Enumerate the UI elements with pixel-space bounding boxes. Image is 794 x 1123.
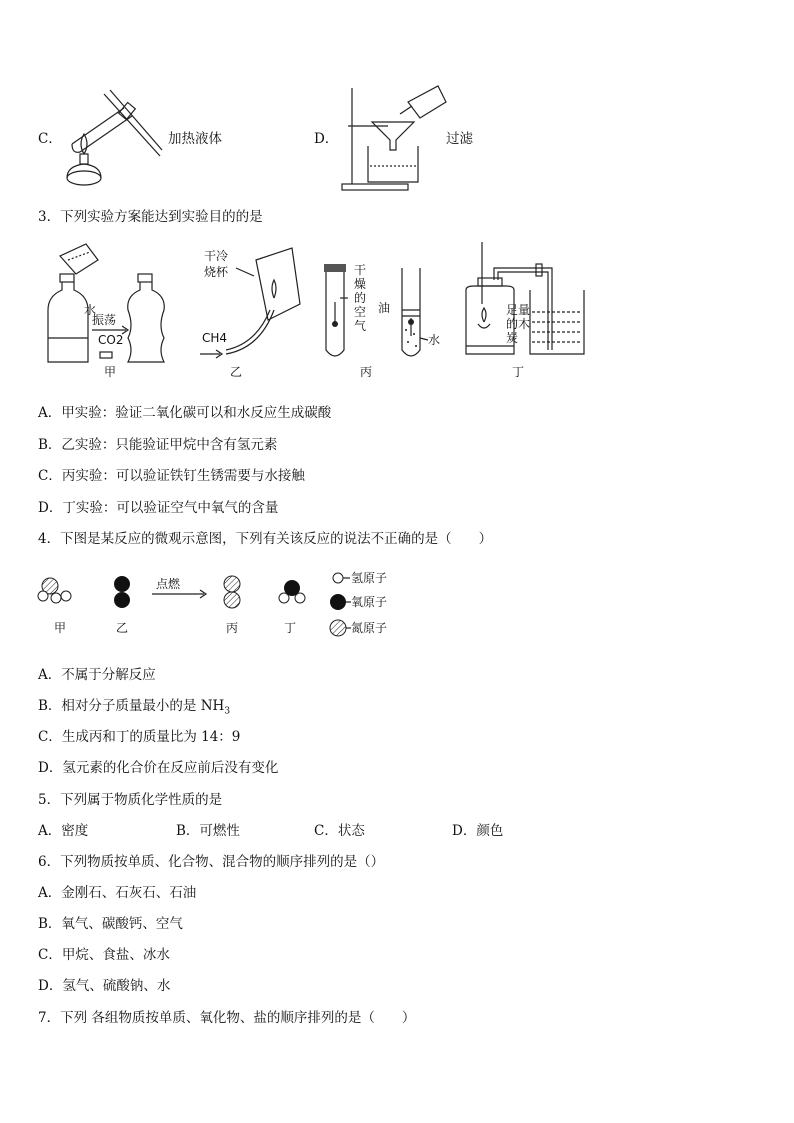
- ding-label: 丁: [512, 365, 525, 379]
- yi-cold-label-2: 烧杯: [204, 265, 229, 279]
- jia-label: 甲: [104, 365, 117, 379]
- q4-jia-label: 甲: [54, 621, 67, 635]
- experiment-yi-figure: [196, 238, 316, 378]
- q4-yi-label: 乙: [116, 621, 129, 635]
- experiment-bing-figure: [318, 238, 448, 378]
- option-d-text: 过滤: [446, 131, 473, 147]
- jia-co2-label: CO2: [98, 333, 124, 347]
- q3-option-d: D．丁实验：可以验证空气中氧气的含量: [38, 500, 279, 516]
- yi-ch4-label: CH4: [202, 331, 228, 345]
- q5-option-d: D．颜色: [452, 823, 504, 839]
- legend-hydrogen: 氢原子: [351, 571, 388, 585]
- bing-dry-air-label: [354, 263, 366, 333]
- q3-option-b: B．乙实验：只能验证甲烷中含有氢元素: [38, 437, 278, 453]
- q4-option-b: B．相对分子质量最小的是 $NH_3$: [38, 698, 231, 717]
- q6-option-b: B．氧气、碳酸钙、空气: [38, 916, 183, 932]
- q4-bing-label: 丙: [226, 621, 239, 635]
- q6-stem: 6．下列物质按单质、化合物、混合物的顺序排列的是（）: [38, 854, 385, 870]
- q5-stem: 5．下列属于物质化学性质的是: [38, 792, 223, 808]
- svg-text:燥: 燥: [354, 277, 367, 291]
- q4-stem: 4．下图是某反应的微观示意图，下列有关该反应的说法不正确的是（ ）: [38, 531, 493, 547]
- option-c-text: 加热液体: [168, 131, 222, 147]
- svg-text:空: 空: [354, 305, 367, 319]
- q6-option-d: D．氢气、硫酸钠、水: [38, 978, 171, 994]
- option-c-letter: C．: [38, 131, 62, 147]
- svg-text:足量: 足量: [506, 303, 531, 317]
- experiment-ding-figure: [456, 238, 596, 378]
- svg-text:的木: 的木: [506, 317, 531, 331]
- q3-stem: 3．下列实验方案能达到实验目的的是: [38, 209, 263, 225]
- legend-oxygen: 氧原子: [351, 595, 388, 609]
- q4-ding-label: 丁: [284, 621, 297, 635]
- bing-oil-label: 油: [378, 301, 391, 315]
- q7-stem: 7．下列 各组物质按单质、氧化物、盐的顺序排列的是（ ）: [38, 1010, 416, 1026]
- reaction-micro-diagram: [38, 566, 438, 646]
- reaction-condition: 点燃: [156, 577, 181, 591]
- jia-shake-label: 振荡: [92, 313, 117, 327]
- heating-liquid-figure: [62, 86, 172, 196]
- q6-option-a: A．金刚石、石灰石、石油: [38, 885, 197, 901]
- q4-option-a: A．不属于分解反应: [38, 667, 156, 683]
- svg-text:的: 的: [354, 291, 367, 305]
- legend-nitrogen: 氮原子: [351, 621, 388, 635]
- svg-text:炭: 炭: [506, 331, 519, 345]
- q4-option-d: D．氢元素的化合价在反应前后没有变化: [38, 760, 279, 776]
- jia-water-label: 水: [84, 303, 97, 317]
- q5-option-b: B．可燃性: [176, 823, 240, 839]
- ding-charcoal-label: [506, 303, 530, 345]
- q4-option-c: C．生成丙和丁的质量比为 14：9: [38, 729, 241, 745]
- q5-option-c: C．状态: [314, 823, 365, 839]
- bing-water-label: 水: [428, 333, 441, 347]
- q3-option-c: C．丙实验：可以验证铁钉生锈需要与水接触: [38, 468, 305, 484]
- option-d-letter: D．: [314, 131, 339, 147]
- svg-text:气: 气: [354, 319, 367, 333]
- q3-option-a: A．甲实验：验证二氧化碳可以和水反应生成碳酸: [38, 405, 332, 421]
- svg-text:干: 干: [354, 263, 367, 277]
- q6-option-c: C．甲烷、食盐、冰水: [38, 947, 170, 963]
- q5-option-a: A．密度: [38, 823, 89, 839]
- experiment-jia-figure: [38, 238, 198, 378]
- filtration-figure: [338, 84, 448, 194]
- yi-cold-label-1: 干冷: [204, 249, 229, 263]
- yi-label: 乙: [230, 365, 243, 379]
- bing-label: 丙: [360, 365, 373, 379]
